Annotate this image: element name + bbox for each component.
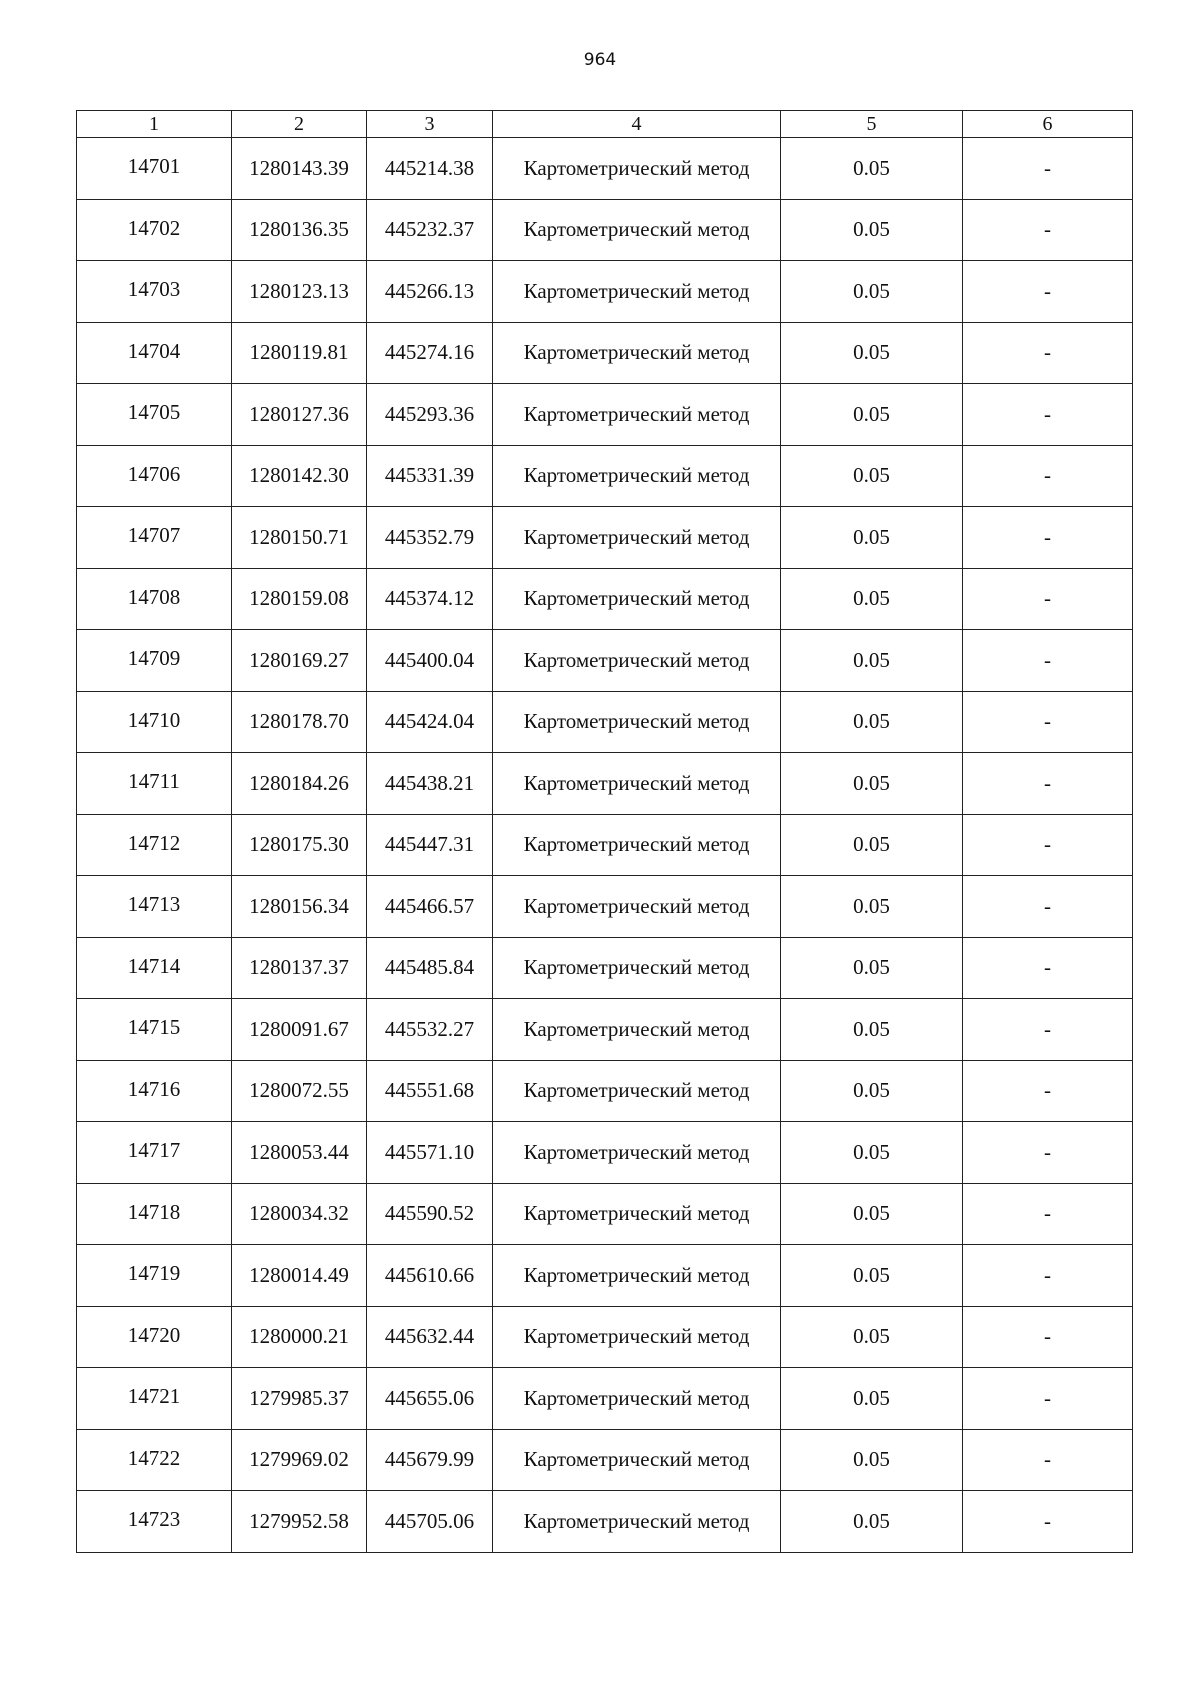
- cell-accuracy: 0.05: [781, 1306, 963, 1368]
- cell-method: Картометрический метод: [493, 1122, 781, 1184]
- table-body: [77, 138, 1133, 1553]
- table-row: [77, 384, 1133, 446]
- table-row: [77, 1491, 1133, 1553]
- cell-method: Картометрический метод: [493, 1368, 781, 1430]
- cell-method: Картометрический метод: [493, 691, 781, 753]
- cell-accuracy: 0.05: [781, 937, 963, 999]
- cell-method: Картометрический метод: [493, 999, 781, 1061]
- cell-method: Картометрический метод: [493, 322, 781, 384]
- cell-point-number: 14716: [77, 1060, 232, 1122]
- cell-y-coordinate: 445424.04: [367, 691, 493, 753]
- cell-note: -: [963, 568, 1133, 630]
- cell-note: -: [963, 199, 1133, 261]
- cell-accuracy: 0.05: [781, 999, 963, 1061]
- cell-method: Картометрический метод: [493, 814, 781, 876]
- cell-accuracy: 0.05: [781, 876, 963, 938]
- cell-method: Картометрический метод: [493, 445, 781, 507]
- table-row: [77, 691, 1133, 753]
- cell-point-number: 14703: [77, 261, 232, 323]
- cell-note: -: [963, 1245, 1133, 1307]
- cell-accuracy: 0.05: [781, 1183, 963, 1245]
- cell-y-coordinate: 445266.13: [367, 261, 493, 323]
- cell-method: Картометрический метод: [493, 507, 781, 569]
- cell-x-coordinate: 1280053.44: [232, 1122, 367, 1184]
- cell-x-coordinate: 1280137.37: [232, 937, 367, 999]
- cell-note: -: [963, 322, 1133, 384]
- table-row: [77, 322, 1133, 384]
- cell-note: -: [963, 384, 1133, 446]
- cell-point-number: 14714: [77, 937, 232, 999]
- cell-y-coordinate: 445632.44: [367, 1306, 493, 1368]
- table-row: [77, 630, 1133, 692]
- cell-method: Картометрический метод: [493, 384, 781, 446]
- cell-accuracy: 0.05: [781, 1491, 963, 1553]
- cell-y-coordinate: 445679.99: [367, 1429, 493, 1491]
- cell-accuracy: 0.05: [781, 507, 963, 569]
- cell-accuracy: 0.05: [781, 138, 963, 200]
- cell-method: Картометрический метод: [493, 261, 781, 323]
- cell-note: -: [963, 507, 1133, 569]
- table-header: [77, 111, 1133, 138]
- cell-point-number: 14717: [77, 1122, 232, 1184]
- cell-method: Картометрический метод: [493, 630, 781, 692]
- table-row: [77, 814, 1133, 876]
- cell-x-coordinate: 1280159.08: [232, 568, 367, 630]
- cell-method: Картометрический метод: [493, 1060, 781, 1122]
- cell-y-coordinate: 445532.27: [367, 999, 493, 1061]
- cell-y-coordinate: 445590.52: [367, 1183, 493, 1245]
- cell-x-coordinate: 1280127.36: [232, 384, 367, 446]
- cell-y-coordinate: 445438.21: [367, 753, 493, 815]
- cell-accuracy: 0.05: [781, 814, 963, 876]
- table-row: [77, 138, 1133, 200]
- cell-point-number: 14706: [77, 445, 232, 507]
- cell-x-coordinate: 1280000.21: [232, 1306, 367, 1368]
- cell-accuracy: 0.05: [781, 199, 963, 261]
- cell-accuracy: 0.05: [781, 1368, 963, 1430]
- cell-point-number: 14715: [77, 999, 232, 1061]
- cell-x-coordinate: 1280178.70: [232, 691, 367, 753]
- table-row: [77, 1245, 1133, 1307]
- cell-x-coordinate: 1280014.49: [232, 1245, 367, 1307]
- cell-method: Картометрический метод: [493, 199, 781, 261]
- cell-note: -: [963, 1122, 1133, 1184]
- table-row: [77, 937, 1133, 999]
- cell-method: Картометрический метод: [493, 937, 781, 999]
- cell-y-coordinate: 445485.84: [367, 937, 493, 999]
- cell-y-coordinate: 445352.79: [367, 507, 493, 569]
- cell-point-number: 14712: [77, 814, 232, 876]
- cell-point-number: 14721: [77, 1368, 232, 1430]
- table-row: [77, 753, 1133, 815]
- cell-note: -: [963, 261, 1133, 323]
- cell-accuracy: 0.05: [781, 1429, 963, 1491]
- cell-accuracy: 0.05: [781, 445, 963, 507]
- cell-x-coordinate: 1280034.32: [232, 1183, 367, 1245]
- cell-y-coordinate: 445374.12: [367, 568, 493, 630]
- cell-point-number: 14709: [77, 630, 232, 692]
- cell-y-coordinate: 445400.04: [367, 630, 493, 692]
- cell-note: -: [963, 753, 1133, 815]
- cell-note: -: [963, 630, 1133, 692]
- cell-x-coordinate: 1280091.67: [232, 999, 367, 1061]
- cell-method: Картометрический метод: [493, 876, 781, 938]
- cell-y-coordinate: 445655.06: [367, 1368, 493, 1430]
- table-row: [77, 261, 1133, 323]
- cell-x-coordinate: 1280175.30: [232, 814, 367, 876]
- cell-y-coordinate: 445705.06: [367, 1491, 493, 1553]
- cell-note: -: [963, 1183, 1133, 1245]
- cell-x-coordinate: 1279952.58: [232, 1491, 367, 1553]
- cell-y-coordinate: 445293.36: [367, 384, 493, 446]
- cell-x-coordinate: 1280143.39: [232, 138, 367, 200]
- cell-method: Картометрический метод: [493, 1245, 781, 1307]
- header-cell-4: 4: [493, 111, 781, 138]
- cell-point-number: 14707: [77, 507, 232, 569]
- cell-note: -: [963, 445, 1133, 507]
- cell-note: -: [963, 138, 1133, 200]
- table-row: [77, 999, 1133, 1061]
- header-cell-6: 6: [963, 111, 1133, 138]
- cell-accuracy: 0.05: [781, 753, 963, 815]
- cell-method: Картометрический метод: [493, 1306, 781, 1368]
- cell-x-coordinate: 1279985.37: [232, 1368, 367, 1430]
- cell-point-number: 14701: [77, 138, 232, 200]
- header-cell-3: 3: [367, 111, 493, 138]
- table-row: [77, 199, 1133, 261]
- cell-note: -: [963, 1368, 1133, 1430]
- cell-y-coordinate: 445331.39: [367, 445, 493, 507]
- cell-x-coordinate: 1279969.02: [232, 1429, 367, 1491]
- cell-x-coordinate: 1280136.35: [232, 199, 367, 261]
- cell-point-number: 14713: [77, 876, 232, 938]
- cell-note: -: [963, 1306, 1133, 1368]
- cell-x-coordinate: 1280156.34: [232, 876, 367, 938]
- cell-note: -: [963, 814, 1133, 876]
- cell-accuracy: 0.05: [781, 630, 963, 692]
- cell-point-number: 14719: [77, 1245, 232, 1307]
- table-row: [77, 1122, 1133, 1184]
- cell-method: Картометрический метод: [493, 1491, 781, 1553]
- cell-point-number: 14702: [77, 199, 232, 261]
- table-row: [77, 445, 1133, 507]
- header-cell-2: 2: [232, 111, 367, 138]
- cell-accuracy: 0.05: [781, 384, 963, 446]
- cell-note: -: [963, 999, 1133, 1061]
- cell-note: -: [963, 937, 1133, 999]
- cell-point-number: 14710: [77, 691, 232, 753]
- cell-note: -: [963, 691, 1133, 753]
- cell-point-number: 14704: [77, 322, 232, 384]
- cell-point-number: 14723: [77, 1491, 232, 1553]
- cell-point-number: 14718: [77, 1183, 232, 1245]
- cell-method: Картометрический метод: [493, 753, 781, 815]
- cell-note: -: [963, 876, 1133, 938]
- cell-note: -: [963, 1491, 1133, 1553]
- header-row: [77, 111, 1133, 138]
- cell-point-number: 14705: [77, 384, 232, 446]
- cell-x-coordinate: 1280184.26: [232, 753, 367, 815]
- cell-point-number: 14711: [77, 753, 232, 815]
- cell-y-coordinate: 445232.37: [367, 199, 493, 261]
- cell-accuracy: 0.05: [781, 568, 963, 630]
- cell-x-coordinate: 1280142.30: [232, 445, 367, 507]
- cell-x-coordinate: 1280123.13: [232, 261, 367, 323]
- header-cell-1: 1: [77, 111, 232, 138]
- table-row: [77, 507, 1133, 569]
- cell-y-coordinate: 445610.66: [367, 1245, 493, 1307]
- cell-method: Картометрический метод: [493, 1429, 781, 1491]
- cell-x-coordinate: 1280150.71: [232, 507, 367, 569]
- cell-accuracy: 0.05: [781, 1245, 963, 1307]
- cell-accuracy: 0.05: [781, 691, 963, 753]
- table-row: [77, 1306, 1133, 1368]
- cell-x-coordinate: 1280169.27: [232, 630, 367, 692]
- cell-note: -: [963, 1429, 1133, 1491]
- cell-accuracy: 0.05: [781, 1122, 963, 1184]
- cell-method: Картометрический метод: [493, 568, 781, 630]
- table-row: [77, 1183, 1133, 1245]
- cell-y-coordinate: 445466.57: [367, 876, 493, 938]
- cell-x-coordinate: 1280119.81: [232, 322, 367, 384]
- table-row: [77, 1368, 1133, 1430]
- cell-y-coordinate: 445447.31: [367, 814, 493, 876]
- cell-accuracy: 0.05: [781, 261, 963, 323]
- cell-y-coordinate: 445274.16: [367, 322, 493, 384]
- coordinates-table: [76, 110, 1133, 1553]
- cell-note: -: [963, 1060, 1133, 1122]
- table-row: [77, 1060, 1133, 1122]
- table-row: [77, 568, 1133, 630]
- header-cell-5: 5: [781, 111, 963, 138]
- cell-accuracy: 0.05: [781, 1060, 963, 1122]
- cell-point-number: 14708: [77, 568, 232, 630]
- cell-accuracy: 0.05: [781, 322, 963, 384]
- cell-point-number: 14720: [77, 1306, 232, 1368]
- cell-y-coordinate: 445551.68: [367, 1060, 493, 1122]
- cell-point-number: 14722: [77, 1429, 232, 1491]
- table-row: [77, 876, 1133, 938]
- cell-x-coordinate: 1280072.55: [232, 1060, 367, 1122]
- cell-y-coordinate: 445214.38: [367, 138, 493, 200]
- cell-method: Картометрический метод: [493, 138, 781, 200]
- cell-y-coordinate: 445571.10: [367, 1122, 493, 1184]
- page-number: 964: [583, 50, 617, 70]
- cell-method: Картометрический метод: [493, 1183, 781, 1245]
- table-row: [77, 1429, 1133, 1491]
